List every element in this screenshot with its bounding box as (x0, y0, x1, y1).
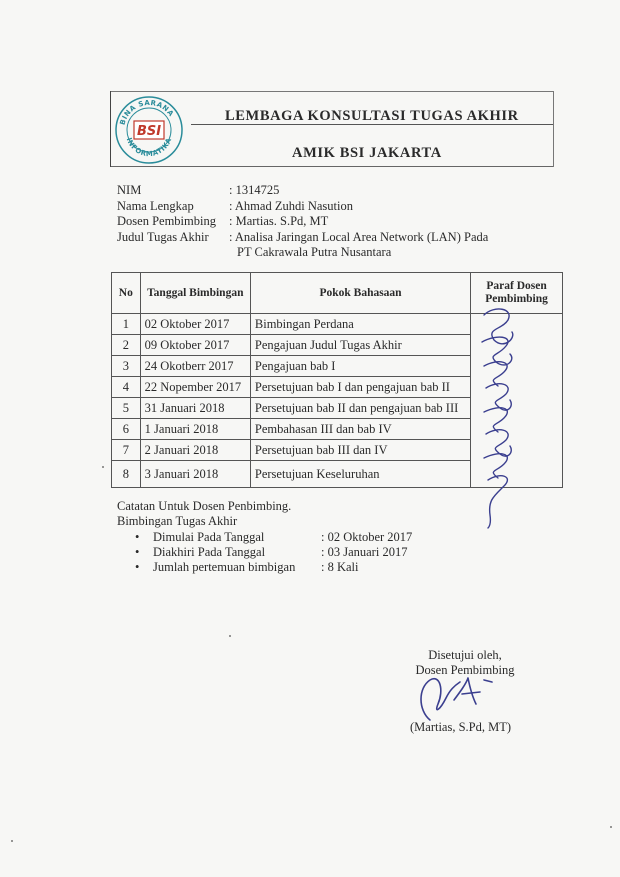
list-item: • Dimulai Pada Tanggal : 02 Oktober 2017 (135, 530, 413, 544)
advisor-value: : Martias. S.Pd, MT (229, 214, 329, 228)
paraf-signature-4 (486, 384, 511, 410)
table-row: 3 24 Okotberr 2017 Pengajuan bab I (112, 356, 563, 377)
nim-value: : 1314725 (229, 183, 280, 197)
name-value: : Ahmad Zuhdi Nasution (229, 198, 353, 213)
name-label: Nama Lengkap (117, 198, 194, 213)
notes-line1: Catatan Untuk Dosen Penbimbing. (117, 499, 292, 513)
table-row: 4 22 Nopember 2017 Persetujuan bab I dan pengajuan bab II (112, 377, 563, 398)
notes-list (135, 530, 412, 575)
table-row: 5 31 Januari 2018 Persetujuan bab II dan pengajuan bab III (112, 398, 563, 419)
student-info (117, 183, 527, 261)
list-item: • Jumlah pertemuan bimbigan : 8 Kali (135, 560, 359, 574)
table-row: 6 1 Januari 2018 Pembahasan III dan bab IV (112, 419, 563, 440)
thesis-value-line1: : Analisa Jaringan Local Area Network (LAN) Pada (229, 229, 489, 244)
notes-block (117, 499, 291, 529)
bullet-icon: • (135, 545, 140, 559)
logo-mark: BSI (136, 124, 162, 139)
bullet-icon: • (135, 560, 140, 574)
paraf-signature-5 (484, 408, 507, 432)
advisor-name: (Martias, S.Pd, MT) (410, 720, 512, 734)
table-row: 7 2 Januari 2018 Persetujuan bab III dan IV (112, 440, 563, 461)
approval-line2: Dosen Pembimbing (415, 663, 515, 677)
campus-title: AMIK BSI JAKARTA (292, 145, 442, 161)
notes-line2: Bimbingan Tugas Akhir (117, 514, 238, 528)
thesis-value-line2: PT Cakrawala Putra Nusantara (237, 245, 392, 259)
bullet-icon: • (135, 530, 140, 544)
institution-title: LEMBAGA KONSULTASI TUGAS AKHIR (225, 108, 519, 124)
paraf-signatures (474, 300, 554, 530)
approval-line1: Disetujui oleh, (428, 648, 502, 662)
bsi-logo-icon (114, 95, 184, 165)
thesis-label: Judul Tugas Akhir (117, 229, 209, 244)
paraf-signature-7 (484, 454, 507, 478)
nim-label: NIM (117, 183, 142, 197)
table-row: 8 3 Januari 2018 Persetujuan Keseluruhan (112, 461, 563, 488)
paraf-signature-8 (488, 476, 507, 528)
paraf-signature-6 (486, 430, 511, 456)
header-topic: Pokok Bahasaan (250, 273, 470, 314)
header-date: Tanggal Bimbingan (140, 273, 250, 314)
advisor-label: Dosen Pembimbing (117, 214, 216, 228)
table-row: 1 02 Oktober 2017 Bimbingan Perdana (112, 314, 563, 335)
svg-text:BINA SARANA: BINA SARANA (118, 98, 176, 126)
list-item: • Diakhiri Pada Tanggal : 03 Januari 2017 (135, 545, 408, 559)
table-row: 2 09 Oktober 2017 Pengajuan Judul Tugas Akhir (112, 335, 563, 356)
header-paraf: Paraf Dosen Pembimbing (471, 273, 563, 314)
header-no: No (112, 273, 141, 314)
paraf-signature-2 (482, 337, 512, 365)
svg-text:INFORMATIKA: INFORMATIKA (124, 136, 174, 159)
